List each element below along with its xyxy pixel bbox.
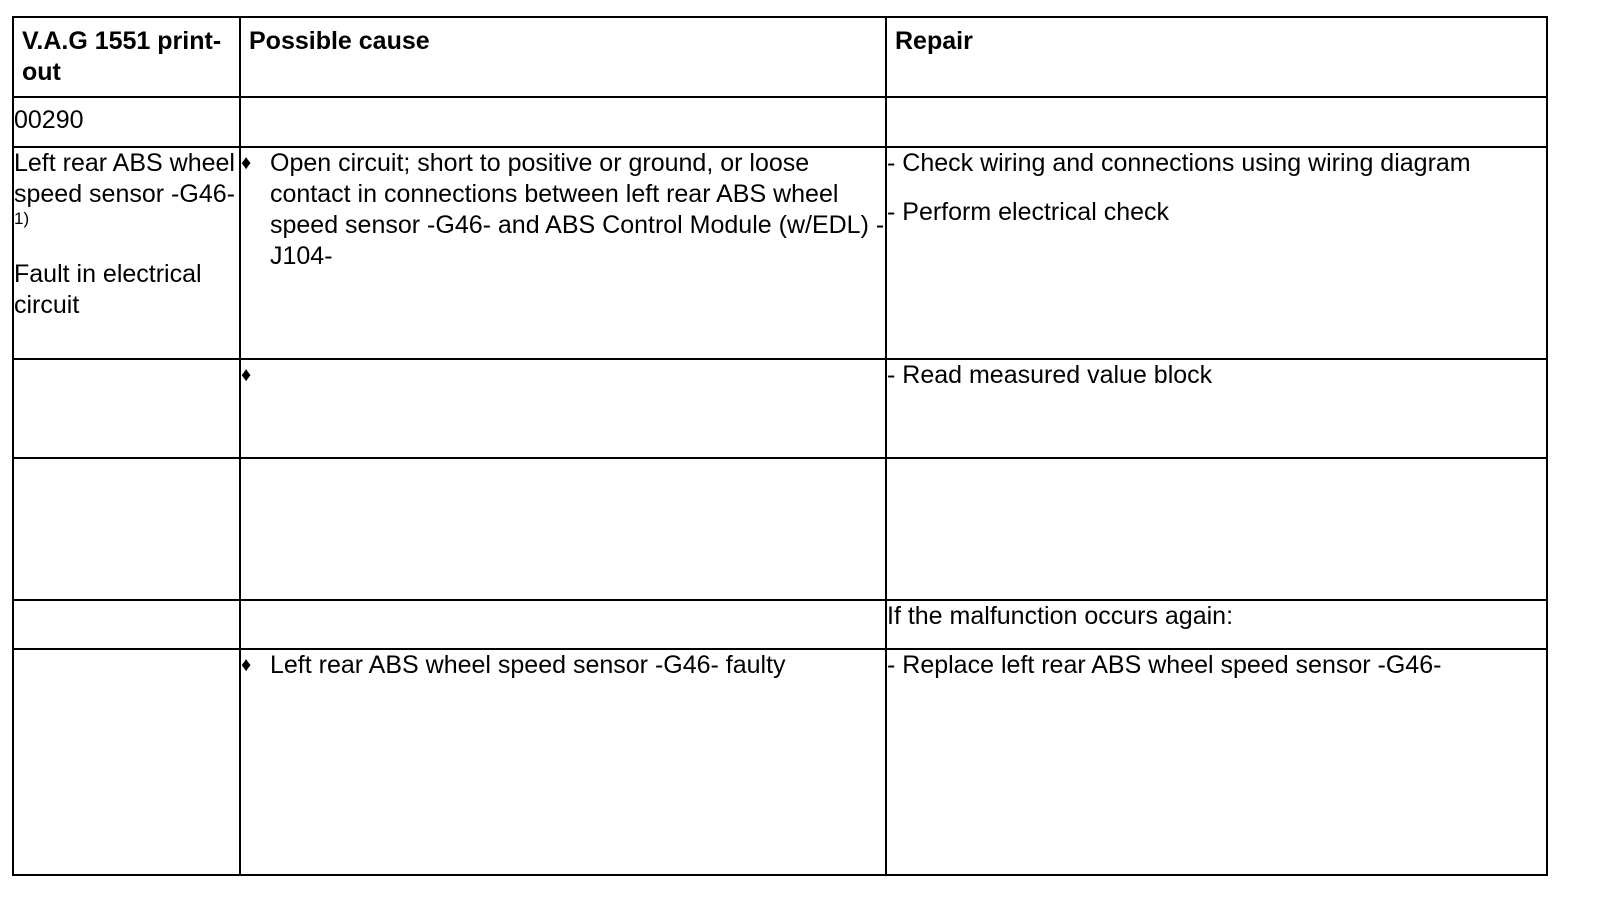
table-row-fault xyxy=(13,147,1547,359)
header-printout: V.A.G 1551 print-out xyxy=(13,17,240,97)
cause-bullet-item xyxy=(241,360,885,391)
fault-description: Fault in electrical circuit xyxy=(14,260,202,319)
diamond-bullet-icon: ♦ xyxy=(241,152,252,174)
empty-cell xyxy=(240,97,886,147)
table-row-empty xyxy=(13,458,1547,600)
possible-cause-cell xyxy=(240,147,886,359)
cause-bullet-item xyxy=(241,148,885,272)
diamond-bullet-icon: ♦ xyxy=(241,364,252,386)
component-name: Left rear ABS wheel speed sensor -G46-$^{1)}$ xyxy=(14,149,235,228)
empty-cell xyxy=(13,359,240,458)
header-repair: Repair xyxy=(886,17,1547,97)
empty-cell xyxy=(13,600,240,649)
fault-code-cell xyxy=(13,97,240,147)
repair-step: - Replace left rear ABS wheel speed sensor -G46- xyxy=(887,651,1442,679)
empty-cell xyxy=(886,97,1547,147)
cause-text: Left rear ABS wheel speed sensor -G46- faulty xyxy=(270,651,786,679)
table-row-code xyxy=(13,97,1547,147)
empty-cell xyxy=(886,458,1547,600)
table-header-row xyxy=(13,17,1547,97)
table-row-condition xyxy=(13,600,1547,649)
component-cell xyxy=(13,147,240,359)
condition-text: If the malfunction occurs again: xyxy=(887,602,1234,630)
cause-bullet-item xyxy=(241,650,885,681)
possible-cause-cell xyxy=(240,359,886,458)
empty-cell xyxy=(13,458,240,600)
table-row-replace xyxy=(13,649,1547,875)
fault-code: 00290 xyxy=(14,106,84,134)
empty-cell xyxy=(240,458,886,600)
table-row-read-value xyxy=(13,359,1547,458)
cause-text: Open circuit; short to positive or ground, or loose contact in connections between left rear ABS wheel speed sensor -G46- and ABS Control Module (w/EDL) -J104- xyxy=(270,149,885,270)
repair-cell xyxy=(886,359,1547,458)
repair-cell xyxy=(886,147,1547,359)
diamond-bullet-icon: ♦ xyxy=(241,654,252,676)
repair-step: - Check wiring and connections using wiring diagram xyxy=(887,149,1471,177)
possible-cause-cell xyxy=(240,649,886,875)
repair-cell xyxy=(886,649,1547,875)
empty-cell xyxy=(13,649,240,875)
fault-code-table xyxy=(12,16,1548,876)
header-possible-cause: Possible cause xyxy=(240,17,886,97)
footnote-marker: 1) xyxy=(14,209,30,228)
repair-step: - Read measured value block xyxy=(887,361,1213,389)
empty-cell xyxy=(240,600,886,649)
condition-cell xyxy=(886,600,1547,649)
repair-step: - Perform electrical check xyxy=(887,198,1170,226)
